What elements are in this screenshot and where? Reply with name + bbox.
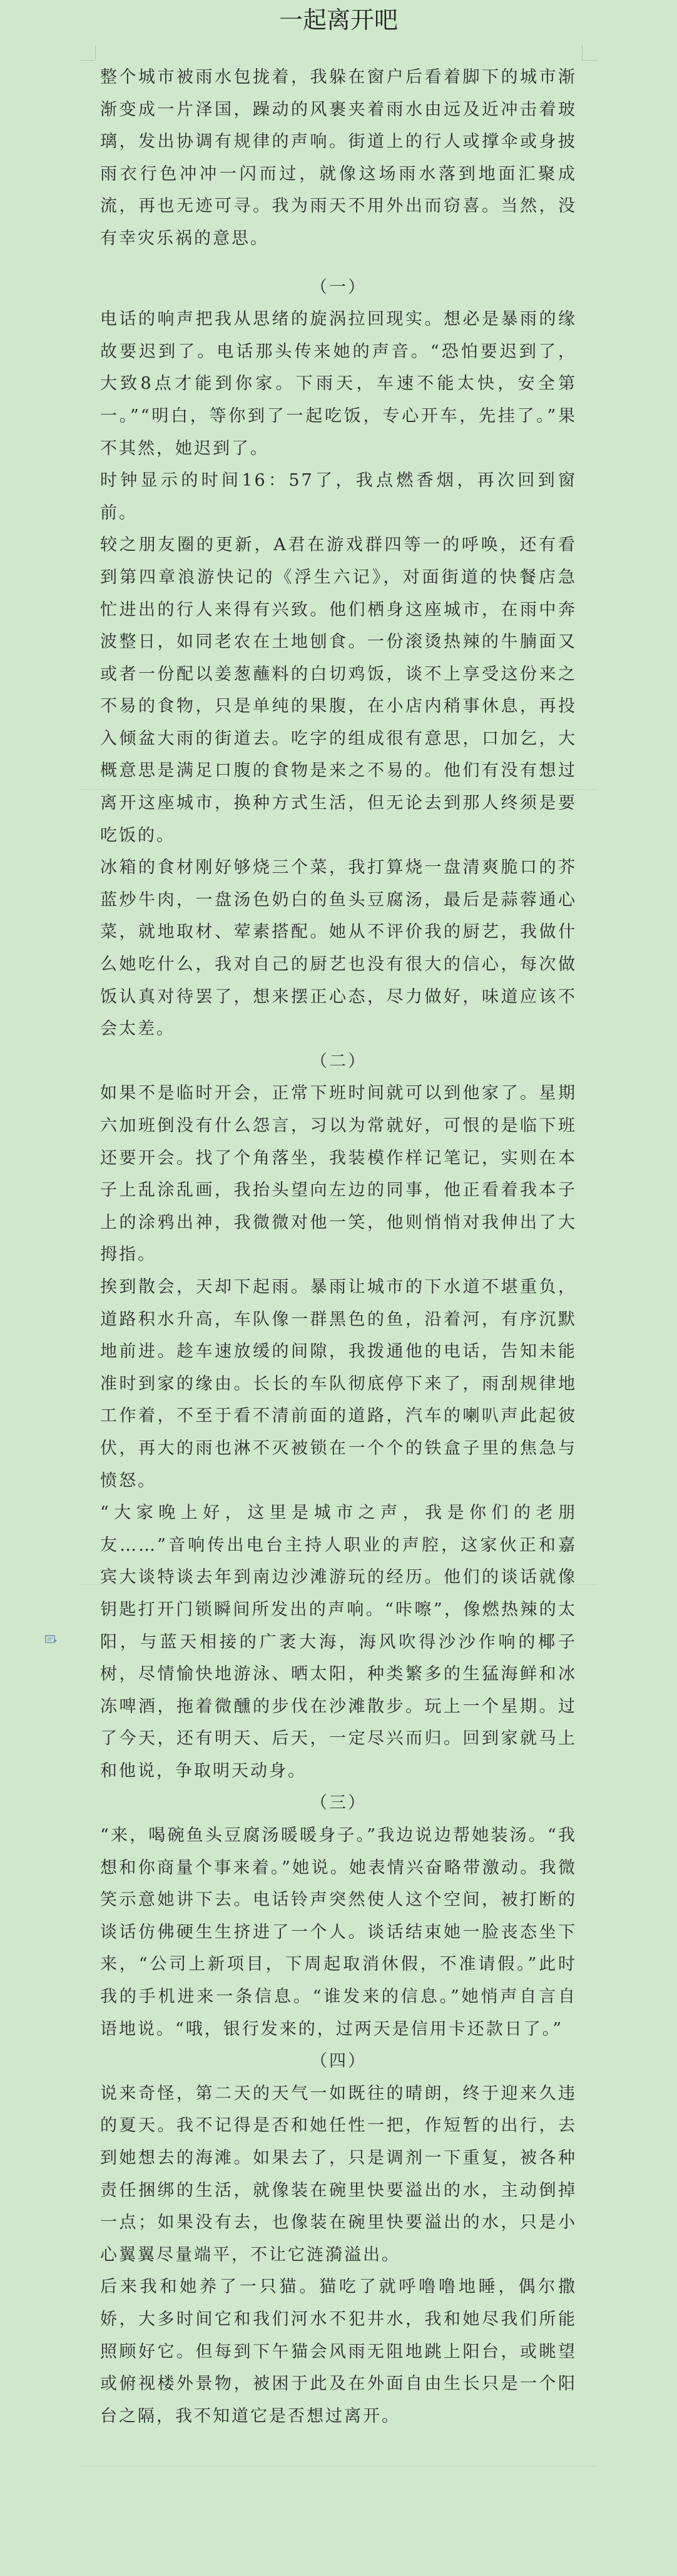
- paragraph: 后来我和她养了一只猫。猫吃了就呼噜噜地睡，偶尔撒娇，大多时间它和我们河水不犯井水，我和她尽我们所能照顾好它。但每到下午猫会风雨无阻地跳上阳台，或眺望或俯视楼外景物，被困于此及在外面自由生长只是一个阳台之隔，我不知道它是否想过离开。: [100, 2277, 577, 2426]
- section-heading: （二）: [310, 1051, 367, 1071]
- paragraph: “大家晚上好，这里是城市之声，我是你们的老朋友……”音响传出电台主持人职业的声腔，这家伙正和嘉宾大谈特谈去年到南边沙滩游玩的经历。他们的谈话就像钥匙打开门锁瞬间所发出的声响。“咔嚓”，像燃热辣的太阳，与蓝天相接的广袤大海，海风吹得沙沙作响的椰子树，尽情愉快地游泳、晒太阳，种类繁多的生猛海鲜和冰冻啤酒，拖着微醺的步伐在沙滩散步。玩上一个星期。过了今天，还有明天、后天，一定尽兴而归。回到家就马上和他说，争取明天动身。: [100, 1503, 577, 1781]
- paragraph: 时钟显示的时间16：57了，我点燃香烟，再次回到窗前。: [100, 471, 577, 523]
- section-heading: （三）: [310, 1793, 367, 1813]
- page-break: [80, 2466, 597, 2467]
- corner-mark: [582, 60, 597, 61]
- paragraph: “来，喝碗鱼头豆腐汤暖暖身子。”我边说边帮她装汤。“我想和你商量个事来着。”她说。她表情兴奋略带激动。我微笑示意她讲下去。电话铃声突然使人这个空间，被打断的谈话仿佛硬生生挤进了一个人。谈话结束她一脸丧态坐下来，“公司上新项目，下周起取消休假，不准请假。”此时我的手机进来一条信息。“谁发来的信息。”她悄声自言自语地说。“哦，银行发来的，过两天是信用卡还款日了。”: [100, 1826, 577, 2039]
- paragraph: 电话的响声把我从思绪的旋涡拉回现实。想必是暴雨的缘故要迟到了。电话那头传来她的声音。“恐怕要迟到了，大致8点才能到你家。下雨天，车速不能太快，安全第一。”“明白，等你到了一起吃饭，专心开车，先挂了。”果不其然，她迟到了。: [100, 309, 577, 458]
- paragraph: 如果不是临时开会，正常下班时间就可以到他家了。星期六加班倒没有什么怨言，习以为常就好，可恨的是临下班还要开会。找了个角落坐，我装模作样记笔记，实则在本子上乱涂乱画，我抬头望向左边的同事，他正看着我本子上的涂鸦出神，我微微对他一笑，他则悄悄对我伸出了大拇指。: [100, 1084, 577, 1265]
- corner-mark: [80, 60, 95, 61]
- paragraph: 整个城市被雨水包拢着，我躲在窗户后看着脚下的城市渐渐变成一片泽国，躁动的风裹夹着雨水由远及近冲击着玻璃，发出协调有规律的声响。街道上的行人或撑伞或身披雨衣行色冲冲一闪而过，就像这场雨水落到地面汇聚成流，再也无迹可寻。我为雨天不用外出而窃喜。当然，没有幸灾乐祸的意思。: [100, 68, 577, 248]
- corner-mark: [582, 45, 583, 60]
- section-heading: （四）: [310, 2051, 367, 2071]
- document-title: 一起离开吧: [278, 6, 398, 34]
- paragraph: 冰箱的食材刚好够烧三个菜，我打算烧一盘清爽脆口的芥蓝炒牛肉，一盘汤色奶白的鱼头豆腐汤，最后是蒜蓉通心菜，就地取材、荤素搭配。她从不评价我的厨艺，我做什么她吃什么，我对自己的厨艺也没有很大的信心，每次做饭认真对待罢了，想来摆正心态，尽力做好，味道应该不会太差。: [100, 858, 577, 1039]
- paragraph: 挨到散会，天却下起雨。暴雨让城市的下水道不堪重负，道路积水升高，车队像一群黑色的鱼，沿着河，有序沉默地前进。趁车速放缓的间隙，我拨通他的电话，告知未能准时到家的缘由。长长的车队彻底停下来了，雨刮规律地工作着，不至于看不清前面的道路，汽车的喇叭声此起彼伏，再大的雨也淋不灭被锁在一个个的铁盒子里的焦急与愤怒。: [100, 1277, 577, 1491]
- corner-mark: [95, 45, 96, 60]
- document-body: [100, 61, 577, 2432]
- section-heading: （一）: [310, 277, 367, 297]
- comment-icon[interactable]: [45, 1635, 58, 1645]
- paragraph: 说来奇怪，第二天的天气一如既往的晴朗，终于迎来久违的夏天。我不记得是否和她任性一把，作短暂的出行，去到她想去的海滩。如果去了，只是调剂一下重复，被各种责任捆绑的生活，就像装在碗里快要溢出的水，主动倒掉一点；如果没有去，也像装在碗里快要溢出的水，只是小心翼翼尽量端平，不让它涟漪溢出。: [100, 2083, 577, 2265]
- paragraph: 较之朋友圈的更新，A君在游戏群四等一的呼唤，还有看到第四章浪游快记的《浮生六记》，对面街道的快餐店急忙进出的行人来得有兴致。他们栖身这座城市，在雨中奔波整日，如同老农在土地刨食。一份滚烫热辣的牛腩面又或者一份配以姜葱蘸料的白切鸡饭，谈不上享受这份来之不易的食物，只是单纯的果腹，在小店内稍事休息，再投入倾盆大雨的街道去。吃字的组成很有意思，口加乞，大概意思是满足口腹的食物是来之不易的。他们有没有想过离开这座城市，换种方式生活，但无论去到那人终须是要吃饭的。: [100, 535, 577, 845]
